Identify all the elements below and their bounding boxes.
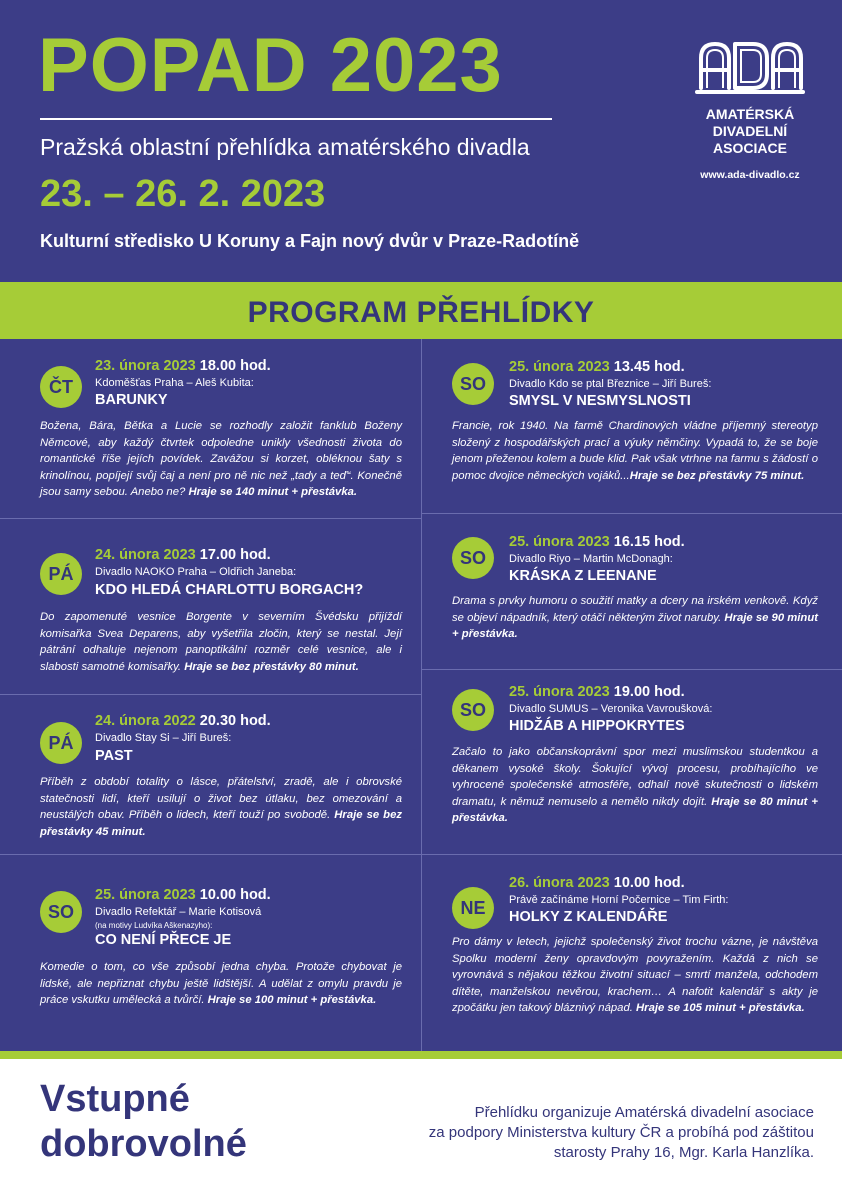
program-heading-band [0,282,842,339]
event-play-title: HOLKY Z KALENDÁŘE [509,909,668,925]
event-card [422,854,842,1051]
title-underline [40,118,552,120]
event-play-title: SMYSL V NESMYSLNOSTI [509,393,691,409]
event-play-title: KRÁSKA Z LEENANE [509,568,657,584]
event-troupe: Divadlo Stay Si – Jiří Bureš: [95,732,232,744]
event-card [422,513,842,669]
day-badge: PÁ [40,722,82,764]
day-badge: SO [452,537,494,579]
event-description: Komedie o tom, co vše způsobí jedna chyba. Protože chybovat je lidské, ale nepřiznat chybu ještě lidštější. A udělat z omylu pravdu je práce vskutku umělecká a tvůrčí. Hraje se 100 minut + přestávka. [40,961,402,1006]
organizer-note: Přehlídku organizuje Amatérská divadelní asociace za podpory Ministerstva kultury ČR a probíhá pod záštitou starosty Prahy 16, Mgr. Karla Hanzlíka. [428,1104,814,1161]
festival-venue: Kulturní středisko U Koruny a Fajn nový dvůr v Praze-Radotíně [40,231,580,251]
day-badge: SO [452,689,494,731]
event-description: Francie, rok 1940. Na farmě Chardinových vládne příjemný stereotyp složený z hospodářských prací a výuky němčiny. Vypadá to, že se boje jenom přeženou kolem a bude klid. Pak však vtrhne na farmu s žádostí o pomoc dvojice německých vojáků...Hraje se bez přestávky 75 minut. [452,420,818,482]
event-card [0,694,421,854]
admission-note: Vstupné dobrovolné [40,1078,247,1165]
event-description: Příběh z období totality o lásce, přátelství, zradě, ale i obrovské statečnosti lidí, kteří usilují o život bez útlaku, bez omezování a neustálých obav. Příběh o lidech, kteří touží po svobodě. Hraje se bez přestávky 45 minut. [40,776,403,838]
event-description: Pro dámy v letech, jejichž společenský život trochu vázne, je návštěva Spolku moderní ženy opravdovým povyražením. Každá z nich se vyrovnává s nějakou těžkou životní situací – smrtí manžela, odchodem dítěte, manželskou nevěrou, krachem… A nafotit kalendář s akty je zpočátku jen takový bláznivý nápad. Hraje se 105 minut + přestávka. [452,936,818,1014]
event-troupe: Divadlo SUMUS – Veronika Vavroušková: [509,703,713,715]
event-troupe: Divadlo Refektář – Marie Kotisová [95,906,262,918]
day-badge: SO [452,363,494,405]
day-badge: SO [40,891,82,933]
event-troupe: Divadlo Riyo – Martin McDonagh: [509,553,673,565]
event-play-title: BARUNKY [95,392,168,408]
event-datetime: 24. února 2022 20.30 hod. [95,713,271,729]
event-datetime: 25. února 2023 19.00 hod. [509,684,685,700]
festival-subtitle: Pražská oblastní přehlídka amatérského divadla [40,134,530,160]
event-note: (na motivy Ludvíka Aškenazyho): [95,921,213,930]
ada-logo [690,36,810,181]
event-datetime: 25. února 2023 10.00 hod. [95,887,271,903]
event-play-title: HIDŽÁB A HIPPOKRYTES [509,718,685,734]
day-badge: PÁ [40,553,82,595]
event-description: Začalo to jako občanskoprávní spor mezi muslimskou studentkou a děkanem vysoké školy. Šokující vývoj procesu, probíhajícího ve vyhrocené společenské atmosféře, odhalí nově skutečnosti o lidském dramatu, k němuž nemuselo a nemělo nikdy dojít. Hraje se 80 minut + přestávka. [452,746,818,824]
event-troupe: Divadlo NAOKO Praha – Oldřich Janeba: [95,566,297,578]
event-card [0,339,421,518]
day-badge: ČT [40,366,82,408]
festival-dates: 23. – 26. 2. 2023 [40,173,326,215]
event-datetime: 25. února 2023 16.15 hod. [509,534,685,550]
event-description: Do zapomenuté vesnice Borgente v severním Švédsku přijíždí komisařka Svea Deparens, aby vyšetřila zločin, který se nestal. Její pátrání odhaluje nejenom panoptikální rozměr celé vesnice, ale i slabosti samotné komisařky. Hraje se bez přestávky 80 minut. [40,611,402,673]
event-datetime: 24. února 2023 17.00 hod. [95,547,271,563]
program-grid [0,339,842,1051]
ada-logo-mark-icon [695,36,805,96]
footer [0,1059,842,1191]
event-play-title: KDO HLEDÁ CHARLOTTU BORGACH? [95,582,364,598]
event-description: Drama s prvky humoru o soužití matky a dcery na irském venkově. Když se objeví nápadník, který otáčí některým život naruby. Hraje se 90 minut + přestávka. [452,595,818,640]
event-card [0,854,421,1051]
program-heading: PROGRAM PŘEHLÍDKY [247,296,595,329]
event-troupe: Právě začínáme Horní Počernice – Tim Firth: [509,894,729,906]
event-play-title: PAST [95,748,133,764]
event-troupe: Kdoměšťas Praha – Aleš Kubita: [95,377,254,389]
ada-website-link[interactable]: www.ada-divadlo.cz [700,169,800,181]
event-troupe: Divadlo Kdo se ptal Březnice – Jiří Bureš: [509,378,712,390]
footer-stripe [0,1051,842,1059]
event-card [0,518,421,694]
event-datetime: 26. února 2023 10.00 hod. [509,875,685,891]
header [0,0,842,282]
event-play-title: CO NENÍ PŘECE JE [95,932,232,948]
event-datetime: 23. února 2023 18.00 hod. [95,358,271,374]
page-title: POPAD 2023 [38,23,503,108]
event-description: Božena, Bára, Bětka a Lucie se rozhodly založit fanklub Boženy Němcové, aby každý čtvrtek odpoledne unikly všednosti života do romantické říše jejích povídek. Zavážou si korzet, obléknou šaty s krinolínou, popíjejí svůj čaj a není pro ně nic než „tady a teď“. Konečně jsou samy sebou. Anebo ne? Hraje se 140 minut + přestávka. [40,420,402,498]
event-datetime: 25. února 2023 13.45 hod. [509,359,685,375]
event-card [422,339,842,513]
event-card [422,669,842,854]
ada-logo-text: AMATÉRSKÁ DIVADELNÍ ASOCIACE [705,106,795,156]
day-badge: NE [452,887,494,929]
